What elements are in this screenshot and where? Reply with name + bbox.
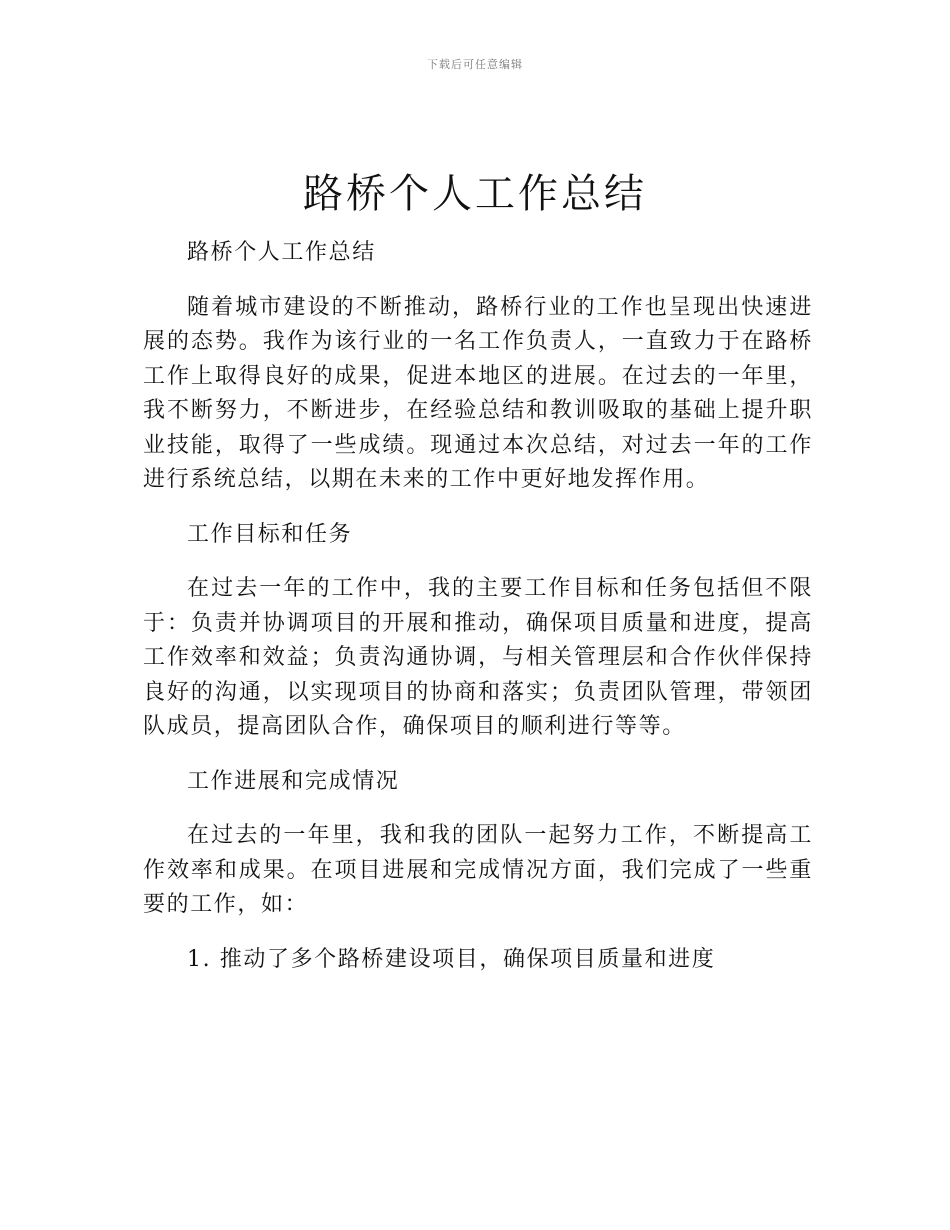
goals-paragraph: 在过去一年的工作中，我的主要工作目标和任务包括但不限于：负责并协调项目的开展和推动，确保项目质量和进度，提高工作效率和效益；负责沟通协调，与相关管理层和合作伙伴保持良好的沟通，以实现项目的协商和落实；负责团队管理，带领团队成员，提高团队合作，确保项目的顺利进行等等。 [143,576,813,739]
progress-paragraph: 在过去的一年里，我和我的团队一起努力工作，不断提高工作效率和成果。在项目进展和完成情况方面，我们完成了一些重要的工作，如： [143,823,813,917]
list-item: 1. 推动了多个路桥建设项目，确保项目质量和进度 [187,946,716,972]
document-body [143,236,813,997]
section-heading-progress: 工作进展和完成情况 [187,768,400,794]
subtitle-paragraph: 路桥个人工作总结 [187,240,376,265]
document-title: 路桥个人工作总结 [303,171,647,217]
section-heading-goals: 工作目标和任务 [187,521,353,547]
intro-paragraph: 随着城市建设的不断推动，路桥行业的工作也呈现出快速进展的态势。我作为该行业的一名工作负责人，一直致力于在路桥工作上取得良好的成果，促进本地区的进展。在过去的一年里，我不断努力，不断进步，在经验总结和教训吸取的基础上提升职业技能，取得了一些成绩。现通过本次总结，对过去一年的工作进行系统总结，以期在未来的工作中更好地发挥作用。 [143,294,813,492]
header-note: 下载后可任意编辑 [427,58,523,71]
